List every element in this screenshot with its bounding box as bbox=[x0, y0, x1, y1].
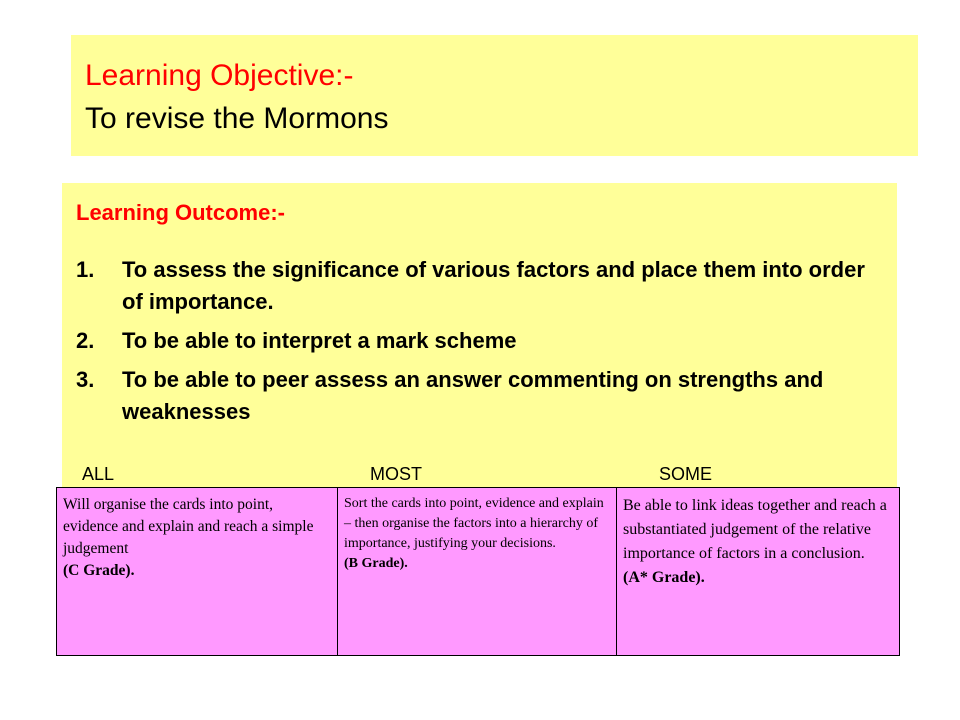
criteria-cell-most bbox=[338, 488, 617, 656]
learning-outcome-item bbox=[76, 364, 886, 428]
grade-criteria-table bbox=[56, 487, 900, 656]
level-label-all: ALL bbox=[82, 464, 115, 484]
outcome-item-text: To assess the significance of various factors and place them into order of importance. bbox=[122, 257, 865, 314]
outcome-item-number: 1. bbox=[76, 257, 95, 282]
outcome-item-number: 2. bbox=[76, 328, 95, 353]
level-label-most: MOST bbox=[370, 464, 422, 484]
level-label-some: SOME bbox=[659, 464, 713, 484]
learning-outcome-list bbox=[76, 254, 886, 435]
learning-objective-text: To revise the Mormons bbox=[85, 102, 389, 135]
learning-outcome-item bbox=[76, 325, 886, 357]
criteria-description-some: Be able to link ideas together and reach a substantiated judgement of the relative importance of factors in a conclusion. bbox=[623, 497, 887, 562]
grade-label-most: (B Grade). bbox=[344, 556, 408, 571]
outcome-item-text: To be able to interpret a mark scheme bbox=[122, 328, 517, 353]
grade-label-all: (C Grade). bbox=[63, 562, 135, 579]
criteria-cell-some bbox=[617, 488, 900, 656]
outcome-item-number: 3. bbox=[76, 367, 95, 392]
outcome-item-text: To be able to peer assess an answer commenting on strengths and weaknesses bbox=[122, 367, 824, 424]
table-row bbox=[57, 488, 900, 656]
criteria-description-most: Sort the cards into point, evidence and explain – then organise the factors into a hierarchy of importance, justifying your decisions. bbox=[344, 496, 604, 551]
criteria-description-all: Will organise the cards into point, evidence and explain and reach a simple judgement bbox=[63, 496, 314, 557]
learning-outcome-box bbox=[62, 183, 897, 488]
learning-objective-title: Learning Objective:- bbox=[85, 59, 354, 92]
grade-label-some: (A* Grade). bbox=[623, 569, 705, 586]
learning-objective-box bbox=[71, 35, 918, 156]
criteria-cell-all bbox=[57, 488, 338, 656]
learning-outcome-title: Learning Outcome:- bbox=[76, 200, 286, 225]
learning-outcome-item bbox=[76, 254, 886, 318]
